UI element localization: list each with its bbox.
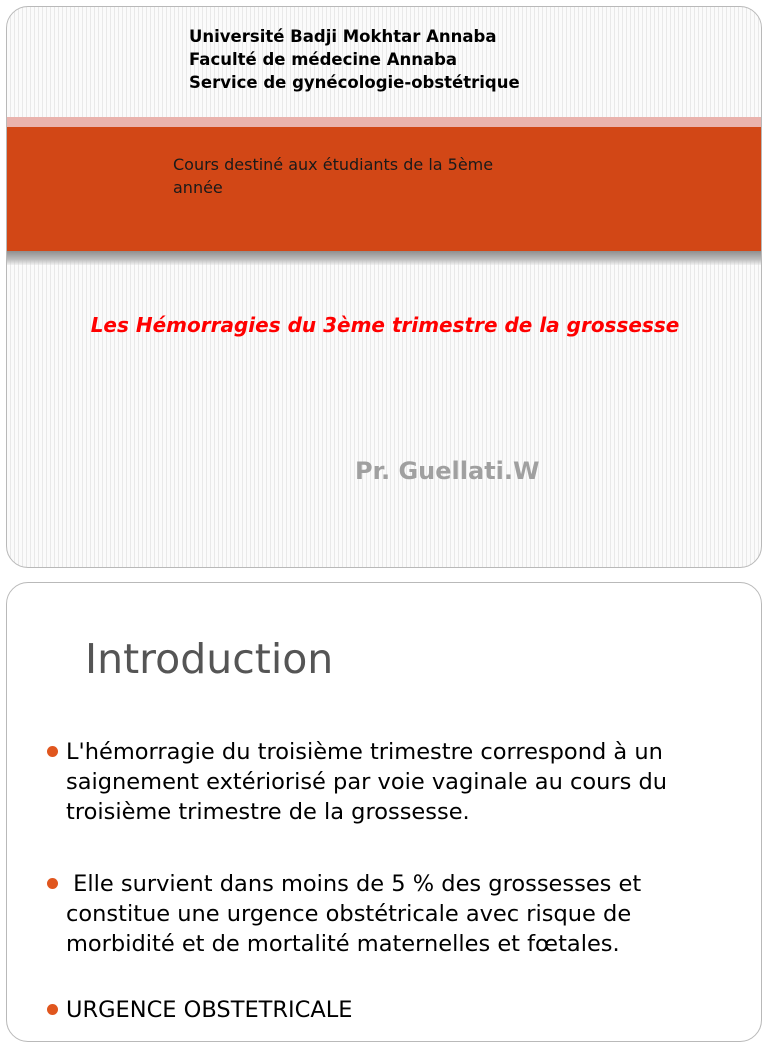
bullet-text: URGENCE OBSTETRICALE bbox=[66, 997, 353, 1023]
bullet-item bbox=[47, 995, 707, 1025]
bullet-dot-icon bbox=[47, 1004, 58, 1015]
service-name: Service de gynécologie-obstétrique bbox=[189, 73, 520, 92]
bullet-item bbox=[47, 737, 707, 827]
bullet-text: L'hémorragie du troisième trimestre correspond à un saignement extériorisé par voie vaginale au cours du troisième trimestre de la grossesse. bbox=[66, 739, 668, 825]
faculty-name: Faculté de médecine Annaba bbox=[189, 50, 458, 69]
bullet-text: Elle survient dans moins de 5 % des grossesses et constitue une urgence obstétricale avec risque de morbidité et de mortalité maternelles et fœtales. bbox=[66, 871, 649, 957]
bullet-item bbox=[47, 869, 707, 959]
title-slide bbox=[6, 6, 762, 568]
slide-heading: Introduction bbox=[85, 635, 334, 683]
bullet-dot-icon bbox=[47, 878, 58, 889]
institution-block bbox=[189, 25, 549, 94]
slide-title: Les Hémorragies du 3ème trimestre de la grossesse bbox=[90, 313, 680, 337]
introduction-slide bbox=[6, 582, 762, 1042]
pink-accent-line bbox=[7, 117, 761, 127]
band-shadow bbox=[7, 251, 761, 265]
author-name: Pr. Guellati.W bbox=[355, 457, 540, 485]
bullet-dot-icon bbox=[47, 746, 58, 757]
course-description: Cours destiné aux étudiants de la 5ème année bbox=[173, 155, 494, 197]
university-name: Université Badji Mokhtar Annaba bbox=[189, 27, 497, 46]
